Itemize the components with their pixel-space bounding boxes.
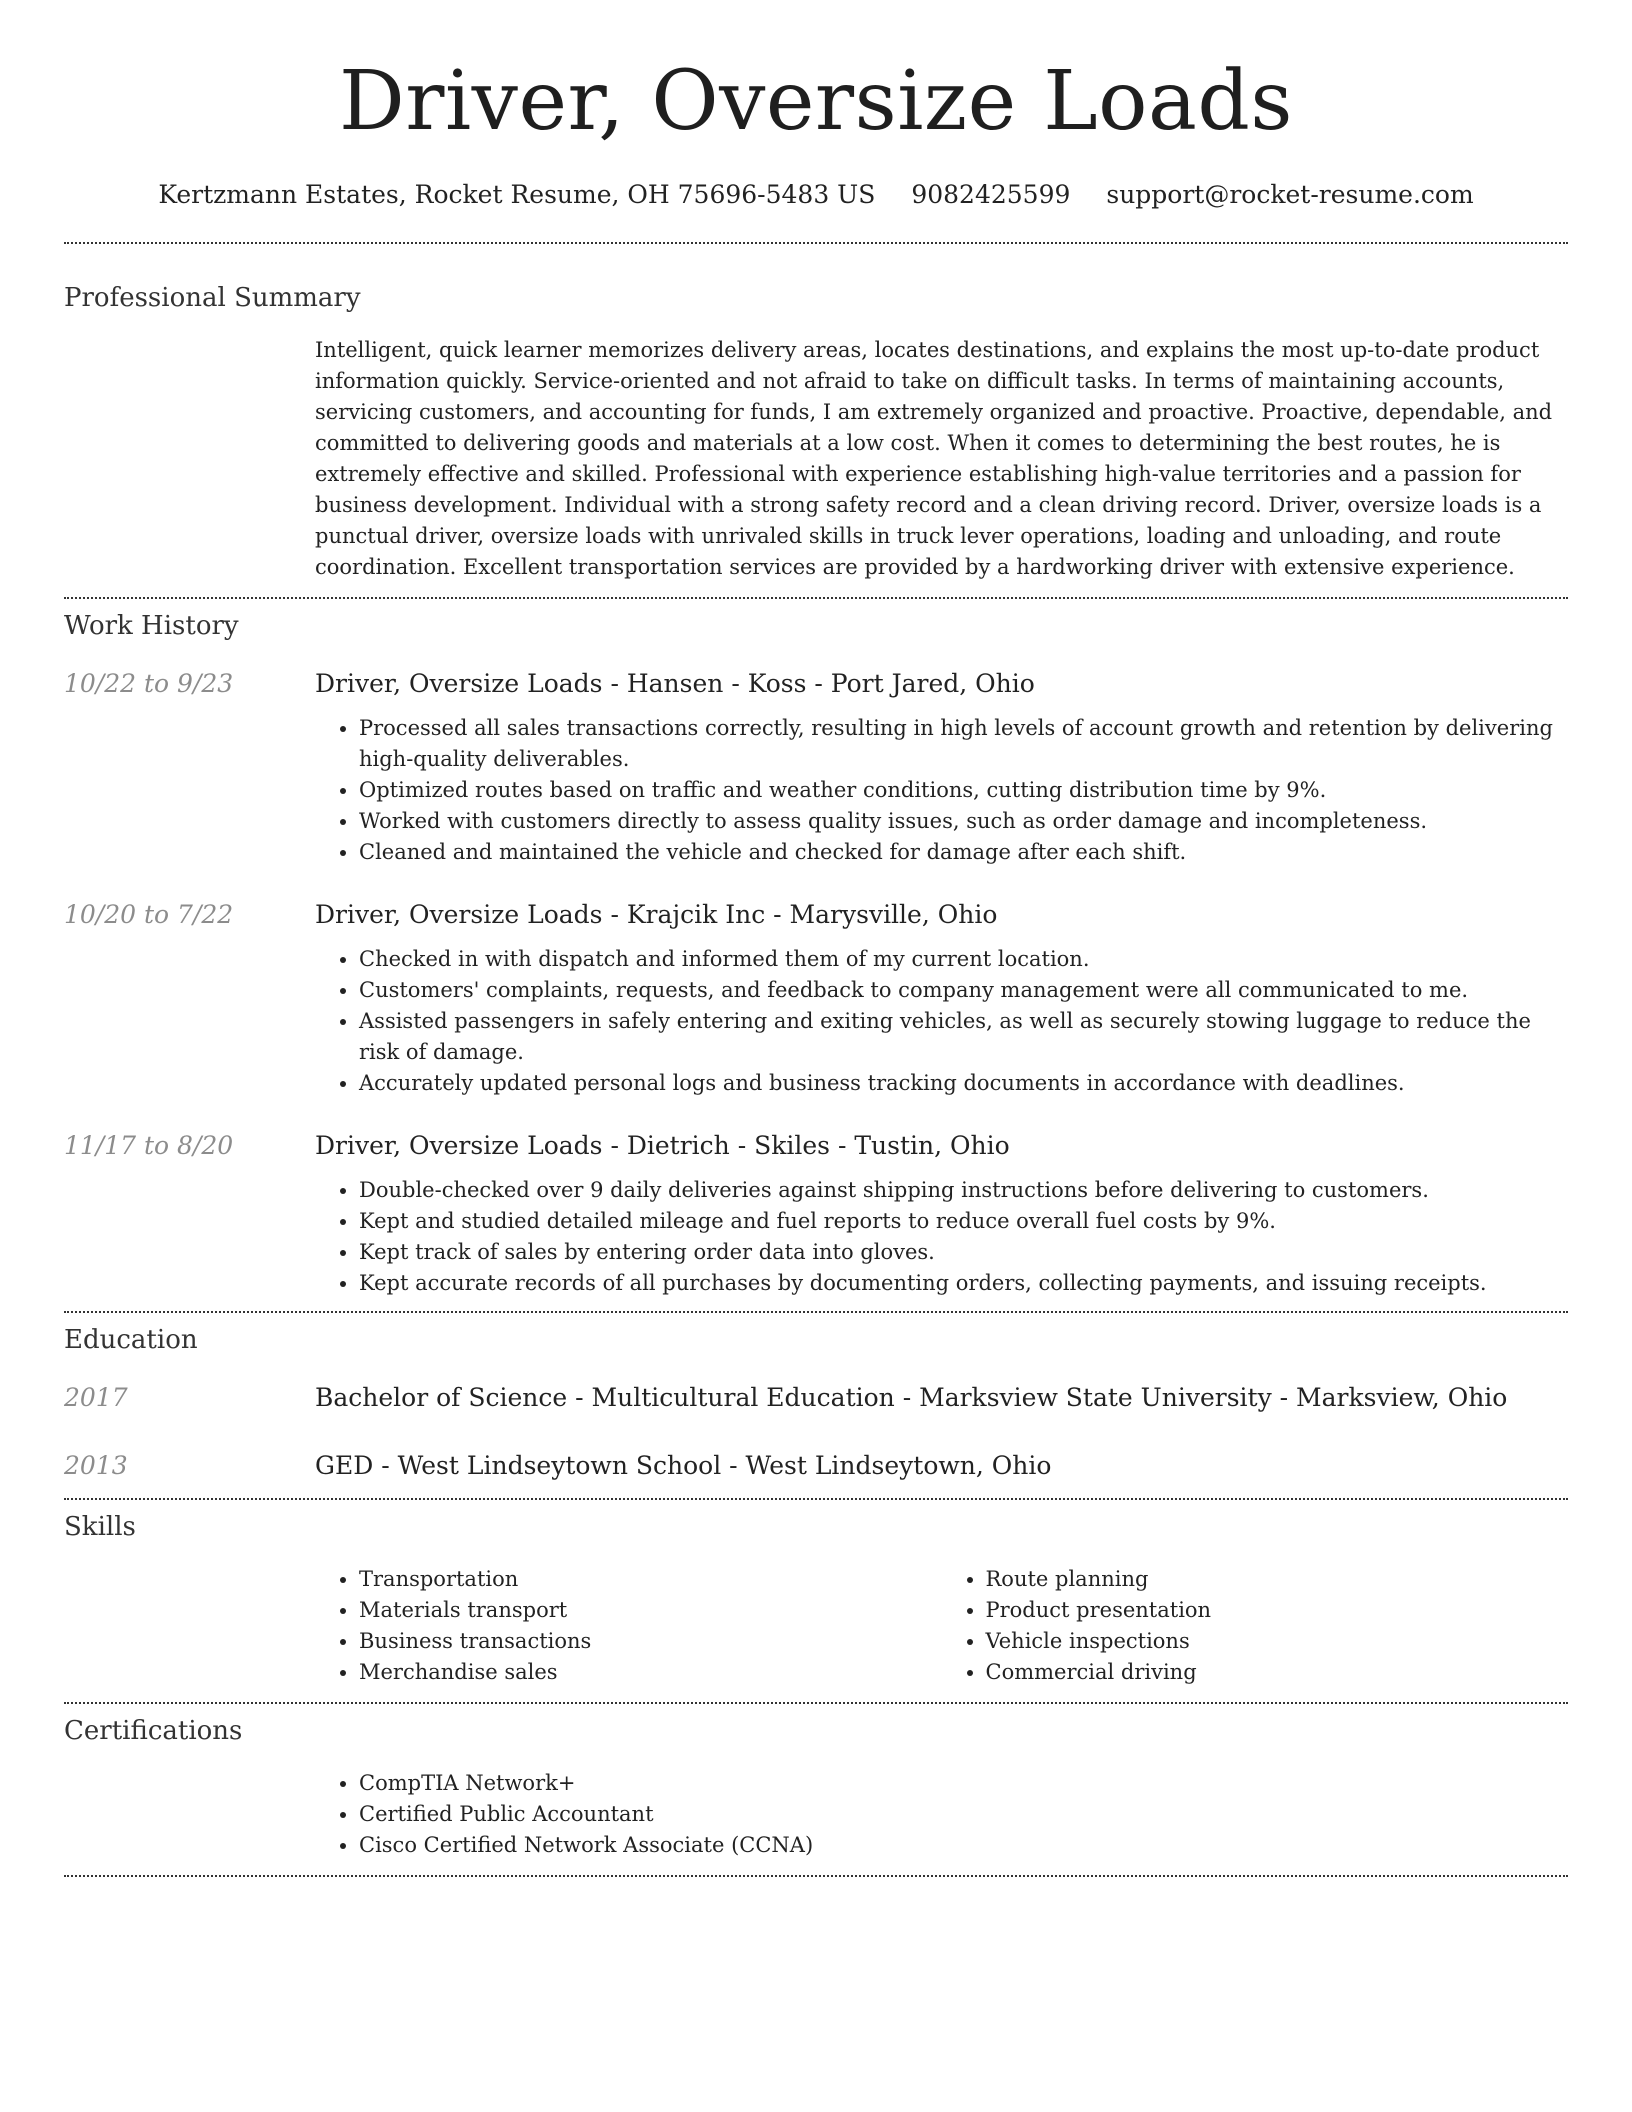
- professional-summary-section: [64, 244, 1568, 583]
- education-entry: [64, 1381, 1568, 1415]
- job-title: Driver, Oversize Loads - Krajcik Inc - Marysville, Ohio: [315, 900, 998, 929]
- job-bullet: • Optimized routes based on traffic and weather conditions, cutting distribution time by 9%.: [359, 775, 1568, 806]
- skill-item: • Transportation: [359, 1564, 942, 1595]
- skill-item: • Product presentation: [986, 1595, 1569, 1626]
- section-heading-skills: Skills: [64, 1512, 136, 1542]
- education-detail: Bachelor of Science - Multicultural Education - Marksview State University - Marksview, Ohio: [315, 1383, 1508, 1412]
- job-bullet: • Cleaned and maintained the vehicle and checked for damage after each shift.: [359, 837, 1568, 868]
- job-bullets: [315, 944, 1568, 1099]
- job-bullet: • Assisted passengers in safely entering and exiting vehicles, as well as securely stowing luggage to reduce the risk of damage.: [359, 1006, 1568, 1068]
- skills-list-right: [942, 1564, 1569, 1688]
- job-bullet: • Double-checked over 9 daily deliveries against shipping instructions before delivering to customers.: [359, 1175, 1568, 1206]
- job-entry: [64, 1129, 1568, 1299]
- skill-item: • Route planning: [986, 1564, 1569, 1595]
- work-history-section: [64, 599, 1568, 1299]
- contact-address: Kertzmann Estates, Rocket Resume, OH 75696-5483 US: [158, 180, 876, 209]
- section-heading-certifications: Certifications: [64, 1716, 243, 1746]
- contact-email: support@rocket-resume.com: [1106, 180, 1474, 209]
- summary-paragraph: Intelligent, quick learner memorizes delivery areas, locates destinations, and explains the most up-to-date product information quickly. Service-oriented and not afraid to take on difficult tasks. In terms of maintaining accounts, servicing customers, and accounting for funds, I am extremely organized and proactive. Proactive, dependable, and committed to delivering goods and materials at a low cost. When it comes to determining the best routes, he is extremely effective and skilled. Professional with experience establishing high-value territories and a passion for business development. Individual with a strong safety record and a clean driving record. Driver, oversize loads is a punctual driver, oversize loads with unrivaled skills in truck lever operations, loading and unloading, and route coordination. Excellent transportation services are provided by a hardworking driver with extensive experience.: [315, 338, 1553, 579]
- section-heading-education: Education: [64, 1325, 198, 1355]
- job-bullet: • Checked in with dispatch and informed them of my current location.: [359, 944, 1568, 975]
- resume-page: [64, 0, 1568, 1877]
- job-bullet: • Kept and studied detailed mileage and fuel reports to reduce overall fuel costs by 9%.: [359, 1206, 1568, 1237]
- education-detail: GED - West Lindseytown School - West Lindseytown, Ohio: [315, 1451, 1052, 1480]
- education-year: 2017: [64, 1383, 128, 1412]
- skill-item: • Commercial driving: [986, 1657, 1569, 1688]
- education-section: [64, 1313, 1568, 1483]
- section-heading-work-history: Work History: [64, 611, 239, 641]
- skill-item: • Materials transport: [359, 1595, 942, 1626]
- contact-phone: 9082425599: [911, 180, 1071, 209]
- job-title: Driver, Oversize Loads - Hansen - Koss - Port Jared, Ohio: [315, 669, 1035, 698]
- job-bullet: • Kept track of sales by entering order data into gloves.: [359, 1237, 1568, 1268]
- job-entry: [64, 667, 1568, 868]
- section-divider: [64, 1875, 1568, 1877]
- job-bullet: • Processed all sales transactions correctly, resulting in high levels of account growth and retention by delivering high-quality deliverables.: [359, 713, 1568, 775]
- certification-item: • CompTIA Network+: [359, 1768, 1568, 1799]
- certifications-section: [64, 1704, 1568, 1861]
- education-entry: [64, 1449, 1568, 1483]
- job-bullets: [315, 1175, 1568, 1299]
- skill-item: • Vehicle inspections: [986, 1626, 1569, 1657]
- certification-item: • Certified Public Accountant: [359, 1799, 1568, 1830]
- job-title: Driver, Oversize Loads - Dietrich - Skiles - Tustin, Ohio: [315, 1131, 1010, 1160]
- certification-item: • Cisco Certified Network Associate (CCNA): [359, 1830, 1568, 1861]
- contact-line: [64, 178, 1568, 212]
- skill-item: • Merchandise sales: [359, 1657, 942, 1688]
- job-bullets: [315, 713, 1568, 868]
- job-bullet: • Customers' complaints, requests, and feedback to company management were all communicated to me.: [359, 975, 1568, 1006]
- skills-list-left: [315, 1564, 942, 1688]
- skill-item: • Business transactions: [359, 1626, 942, 1657]
- job-dates: 10/22 to 9/23: [64, 669, 234, 698]
- job-bullet: • Accurately updated personal logs and business tracking documents in accordance with deadlines.: [359, 1068, 1568, 1099]
- job-entry: [64, 898, 1568, 1099]
- job-dates: 11/17 to 8/20: [64, 1131, 234, 1160]
- job-dates: 10/20 to 7/22: [64, 900, 234, 929]
- job-bullet: • Kept accurate records of all purchases by documenting orders, collecting payments, and issuing receipts.: [359, 1268, 1568, 1299]
- section-heading-summary: Professional Summary: [64, 283, 361, 313]
- education-year: 2013: [64, 1451, 128, 1480]
- resume-name-title: Driver, Oversize Loads: [339, 54, 1293, 149]
- skills-section: [64, 1500, 1568, 1688]
- certifications-list: [315, 1768, 1568, 1861]
- job-bullet: • Worked with customers directly to assess quality issues, such as order damage and incompleteness.: [359, 806, 1568, 837]
